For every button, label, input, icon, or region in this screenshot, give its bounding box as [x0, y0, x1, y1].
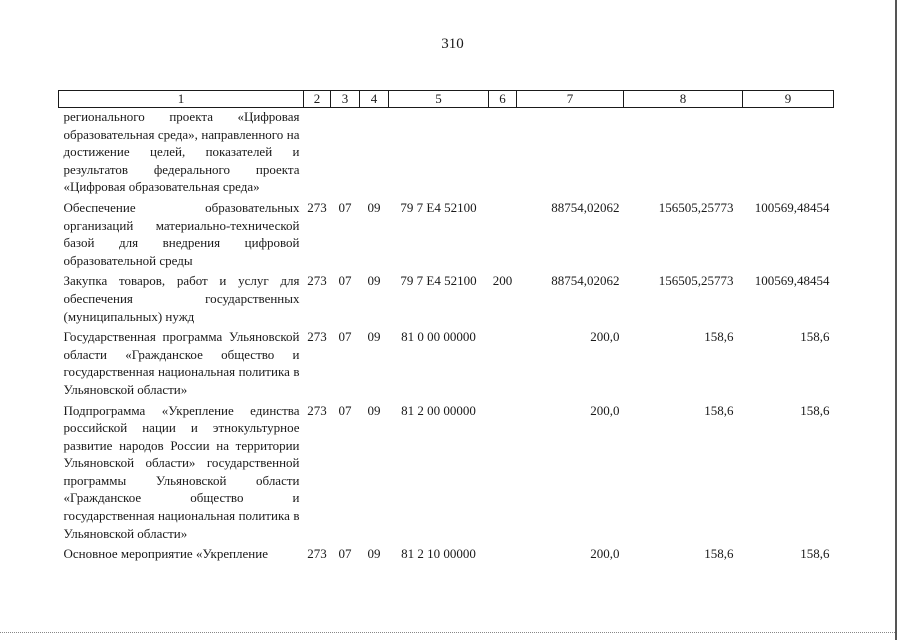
row-name: Подпрограмма «Укрепление единства российской нации и этнокультурное развитие народов России на территории Ульяновской области» государственной программы Ульяновской области «Гражданское общество и государственная национальная политика в Ульяновской области»: [63, 402, 300, 541]
row-name: Обеспечение образовательных организаций материально-технической базой для внедрения цифровой образовательной среды: [63, 199, 300, 268]
cell-amount-8: 158,6: [704, 546, 734, 562]
cell-subsection-code: 09: [367, 546, 381, 562]
cell-subsection-code: 09: [367, 273, 381, 289]
cell-target-code: 81 2 00 00000: [401, 402, 476, 418]
cell-amount-9: 158,6: [800, 546, 830, 562]
cell-expense-type: [489, 199, 517, 272]
column-header: 1: [59, 91, 304, 108]
cell-ministry-code: 273: [307, 546, 327, 562]
page-right-border: [895, 0, 897, 640]
cell-subsection-code: [360, 108, 389, 199]
cell-ministry-code: [304, 108, 331, 199]
column-header: 9: [743, 91, 834, 108]
cell-target-code: 81 2 10 00000: [401, 546, 476, 562]
row-name: регионального проекта «Цифровая образовательная среда», направленного на достижение целей, показателей и результатов федерального проекта «Цифровая образовательная среда»: [63, 109, 300, 195]
cell-ministry-code: 273: [307, 402, 327, 418]
cell-subsection-code: 09: [367, 402, 381, 418]
cell-amount-9: 158,6: [800, 329, 830, 345]
cell-ministry-code: 273: [307, 199, 327, 215]
cell-expense-type: 200: [492, 273, 513, 289]
cell-amount-9: 158,6: [800, 402, 830, 418]
table-row: [59, 272, 834, 328]
cell-target-code: 79 7 E4 52100: [400, 273, 477, 289]
column-header: 5: [389, 91, 489, 108]
column-header: 6: [489, 91, 517, 108]
row-name: Основное мероприятие «Укрепление: [63, 546, 268, 562]
cell-amount-7: 88754,02062: [551, 273, 620, 289]
column-header: 2: [304, 91, 331, 108]
page-number: 310: [441, 36, 464, 52]
column-header: 3: [331, 91, 360, 108]
cell-amount-9: [743, 108, 834, 199]
cell-target-code: 79 7 E4 52100: [400, 199, 477, 215]
cell-ministry-code: 273: [307, 329, 327, 345]
cell-amount-7: 88754,02062: [551, 199, 620, 215]
cell-subsection-code: 09: [367, 329, 381, 345]
row-name: Государственная программа Ульяновской области «Гражданское общество и государственная национальная политика в Ульяновской области»: [63, 329, 300, 397]
cell-amount-8: 158,6: [704, 402, 734, 418]
cell-target-code: 81 0 00 00000: [401, 329, 476, 345]
row-name: Закупка товаров, работ и услуг для обеспечения государственных (муниципальных) нужд: [63, 273, 300, 324]
cell-amount-8: 158,6: [704, 329, 734, 345]
table-row: [59, 328, 834, 401]
cell-subsection-code: 09: [367, 199, 381, 215]
cell-amount-7: [517, 108, 624, 199]
budget-table: [58, 90, 834, 566]
cell-section-code: 07: [338, 546, 352, 562]
cell-ministry-code: 273: [307, 273, 327, 289]
column-header: 4: [360, 91, 389, 108]
table-header-row: [59, 91, 834, 108]
cell-section-code: 07: [338, 402, 352, 418]
cell-expense-type: [489, 328, 517, 401]
cell-amount-7: 200,0: [590, 329, 620, 345]
table-row: [59, 545, 834, 566]
cell-section-code: 07: [338, 329, 352, 345]
cell-amount-9: 100569,48454: [754, 273, 830, 289]
cell-section-code: 07: [338, 273, 352, 289]
cell-amount-9: 100569,48454: [754, 199, 830, 215]
cell-amount-8: 156505,25773: [658, 199, 734, 215]
cell-expense-type: [489, 402, 517, 546]
cell-expense-type: [489, 108, 517, 199]
cell-target-code: [389, 108, 489, 199]
cell-amount-8: [624, 108, 743, 199]
table-row: [59, 402, 834, 546]
cell-amount-8: 156505,25773: [658, 273, 734, 289]
cell-section-code: 07: [338, 199, 352, 215]
cell-amount-7: 200,0: [590, 402, 620, 418]
cell-section-code: [331, 108, 360, 199]
column-header: 7: [517, 91, 624, 108]
column-header: 8: [624, 91, 743, 108]
page-bottom-rule: [0, 632, 895, 633]
table-row: [59, 108, 834, 199]
table-row: [59, 199, 834, 272]
cell-expense-type: [489, 545, 517, 566]
cell-amount-7: 200,0: [590, 546, 620, 562]
